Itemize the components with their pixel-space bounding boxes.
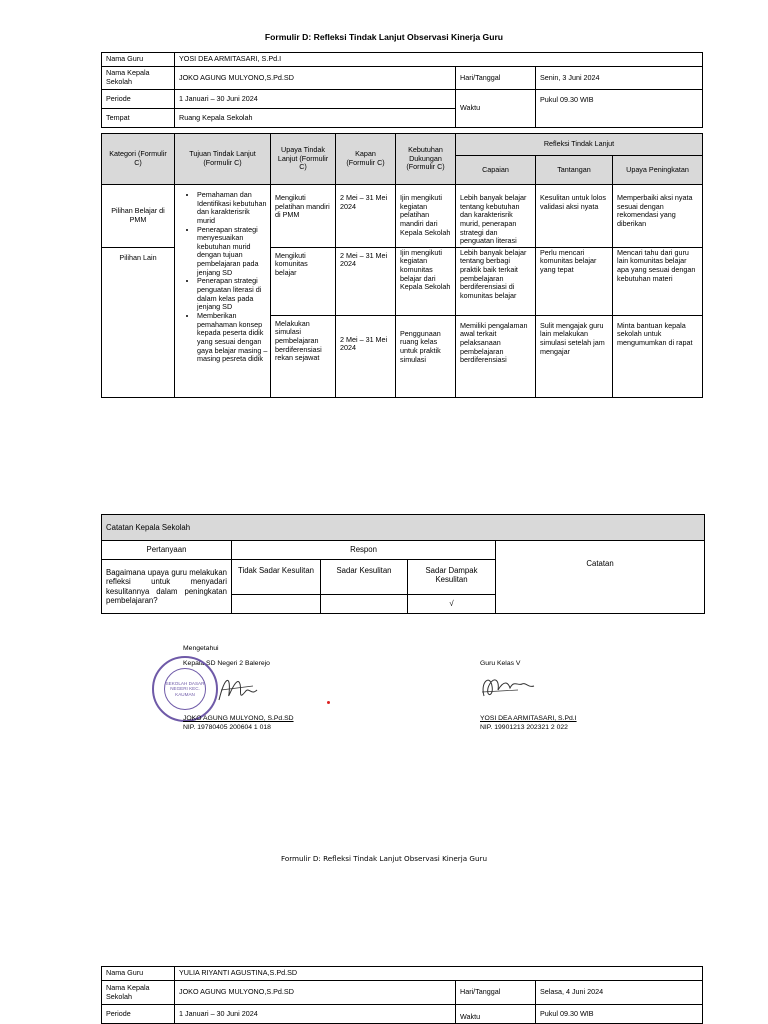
guru-name: YOSI DEA ARMITASARI, S.Pd.I: [480, 715, 577, 722]
tempat-label: Tempat: [102, 109, 175, 128]
kepala-title: Kepala SD Negeri 2 Balerejo: [183, 660, 270, 667]
row1-kapan: 2 Mei – 31 Mei 2024: [336, 185, 396, 248]
red-dot: [327, 701, 330, 704]
row3-tantangan: Sulit mengajak guru lain melakukan simulasi setelah jam mengajar: [536, 315, 613, 397]
row3-capaian: Memiliki pengalaman awal terkait pelaksanaan pembelajaran berdiferensiasi: [456, 315, 536, 397]
row2-peningkatan: Mencari tahu dari guru lain komunitas belajar apa yang sesuai dengan kebutuhan materi: [613, 247, 703, 315]
p2-nama-guru-label: Nama Guru: [102, 967, 175, 981]
periode-value: 1 Januari – 30 Juni 2024: [175, 90, 456, 109]
header-tantangan: Tantangan: [536, 156, 613, 185]
row3-peningkatan: Minta bantuan kepala sekolah untuk mengumumkan di rapat: [613, 315, 703, 397]
row1-peningkatan: Memperbaiki aksi nyata sesuai dengan rekomendasi yang diberikan: [613, 185, 703, 248]
check-mark: √: [408, 595, 496, 614]
guru-signature: [478, 672, 538, 704]
header-upaya-peningkatan: Upaya Peningkatan: [613, 156, 703, 185]
hari-value: Senin, 3 Juni 2024: [536, 67, 703, 90]
header-kapan: Kapan (Formulir C): [336, 134, 396, 185]
tujuan-item: • Memberikan pemahaman konsep kepada peserta didik yang sesuai dengan gaya belajar masing – masing pesreta didik: [197, 312, 269, 364]
option-sadar-dampak: Sadar Dampak Kesulitan: [408, 560, 496, 595]
guru-title: Guru Kelas V: [480, 660, 521, 667]
p2-waktu-label: Waktu: [456, 1005, 536, 1024]
catatan-title: Catatan Kepala Sekolah: [102, 515, 705, 541]
row1-tantangan: Kesulitan untuk lolos validasi aksi nyata: [536, 185, 613, 248]
nama-guru-value: YOSI DEA ARMITASARI, S.Pd.I: [175, 53, 703, 67]
school-stamp: [152, 656, 218, 722]
option-tidak-sadar: Tidak Sadar Kesulitan: [232, 560, 321, 595]
kepala-name: JOKO AGUNG MULYONO, S.Pd.SD: [183, 715, 294, 722]
row3-kebutuhan: Penggunaan ruang kelas untuk praktik simulasi: [396, 315, 456, 397]
row3-upaya: Melakukan simulasi pembelajaran berdiferensiasi rekan sejawat: [271, 315, 336, 397]
row2-upaya: Mengikuti komunitas belajar: [271, 247, 336, 315]
header-kebutuhan: Kebutuhan Dukungan (Formulir C): [396, 134, 456, 185]
p2-periode-label: Periode: [102, 1005, 175, 1024]
p2-periode-value: 1 Januari – 30 Juni 2024: [175, 1005, 456, 1024]
periode-label: Periode: [102, 90, 175, 109]
option-sadar: Sadar Kesulitan: [321, 560, 408, 595]
page2-title: Formulir D: Refleksi Tindak Lanjut Observasi Kinerja Guru: [280, 854, 488, 863]
row1-upaya: Mengikuti pelatihan mandiri di PMM: [271, 185, 336, 248]
waktu-label: Waktu: [456, 90, 536, 128]
p2-hari-label: Hari/Tanggal: [456, 981, 536, 1005]
kepala-value: JOKO AGUNG MULYONO,S.Pd.SD: [175, 67, 456, 90]
kategori-lain: Pilihan Lain: [102, 247, 175, 397]
p2-hari-value: Selasa, 4 Juni 2024: [536, 981, 703, 1005]
check-cell-2: [321, 595, 408, 614]
kepala-label: Nama Kepala Sekolah: [102, 67, 175, 90]
row2-tantangan: Perlu mencari komunitas belajar yang tepat: [536, 247, 613, 315]
catatan-question: Bagaimana upaya guru melakukan refleksi untuk menyadari kesulitannya dalam peningkatan pembelajaran?: [102, 560, 232, 614]
waktu-value: Pukul 09.30 WIB: [536, 90, 703, 128]
tujuan-item: • Penerapan strategi menyesuaikan kebutuhan murid dengan tujuan pembelajaran pada jenjang SD: [197, 226, 269, 278]
respon-label: Respon: [232, 541, 496, 560]
info-table: [101, 52, 703, 128]
kepala-signature: [215, 672, 260, 707]
header-kategori: Kategori (Formulir C): [102, 134, 175, 185]
tujuan-list: [175, 191, 269, 364]
p2-kepala-label: Nama Kepala Sekolah: [102, 981, 175, 1005]
kategori-pmm: Pilihan Belajar di PMM: [102, 185, 175, 248]
mengetahui-label: Mengetahui: [183, 645, 219, 652]
tujuan-list-cell: [175, 185, 271, 398]
page2-info-table: [101, 966, 703, 1024]
hari-label: Hari/Tanggal: [456, 67, 536, 90]
catatan-table: [101, 514, 705, 614]
guru-nip: NIP. 19901213 202321 2 022: [480, 724, 568, 731]
row1-capaian: Lebih banyak belajar tentang kebutuhan dan karakterisrik murid, penerapan strategi dan penguatan literasi: [456, 185, 536, 248]
row1-kebutuhan: Ijin mengikuti kegiatan pelatihan mandiri dari Kepala Sekolah: [396, 185, 456, 248]
header-refleksi: Refleksi Tindak Lanjut: [456, 134, 703, 156]
row2-kapan: 2 Mei – 31 Mei 2024: [336, 247, 396, 315]
pertanyaan-label: Pertanyaan: [102, 541, 232, 560]
header-upaya: Upaya Tindak Lanjut (Formulir C): [271, 134, 336, 185]
nama-guru-label: Nama Guru: [102, 53, 175, 67]
kepala-nip: NIP. 19780405 200604 1 018: [183, 724, 271, 731]
p2-waktu-value: Pukul 09.30 WIB: [536, 1005, 703, 1024]
row2-capaian: Lebih banyak belajar tentang berbagi praktik baik terkait pembelajaran berdiferensiasi di komunitas belajar: [456, 247, 536, 315]
form-title: Formulir D: Refleksi Tindak Lanjut Observasi Kinerja Guru: [264, 32, 504, 42]
header-capaian: Capaian: [456, 156, 536, 185]
stamp-text: SEKOLAH DASAR NEGERI KEC. KAUMAN: [164, 668, 206, 710]
row2-kebutuhan: Ijin mengikuti kegiatan komunitas belajar dari Kepala Sekolah: [396, 247, 456, 315]
tujuan-item: • Pemahaman dan Identifikasi kebutuhan dan karakterisrik murid: [197, 191, 269, 226]
header-tujuan: Tujuan Tindak Lanjut (Formulir C): [175, 134, 271, 185]
tempat-value: Ruang Kepala Sekolah: [175, 109, 456, 128]
check-cell-1: [232, 595, 321, 614]
p2-nama-guru-value: YULIA RIYANTI AGUSTINA,S.Pd.SD: [175, 967, 703, 981]
catatan-label: Catatan: [496, 541, 705, 614]
p2-kepala-value: JOKO AGUNG MULYONO,S.Pd.SD: [175, 981, 456, 1005]
reflection-table: [101, 133, 703, 398]
row3-kapan: 2 Mei – 31 Mei 2024: [336, 315, 396, 397]
tujuan-item: • Penerapan strategi penguatan literasi di dalam kelas pada jenjang SD: [197, 277, 269, 312]
